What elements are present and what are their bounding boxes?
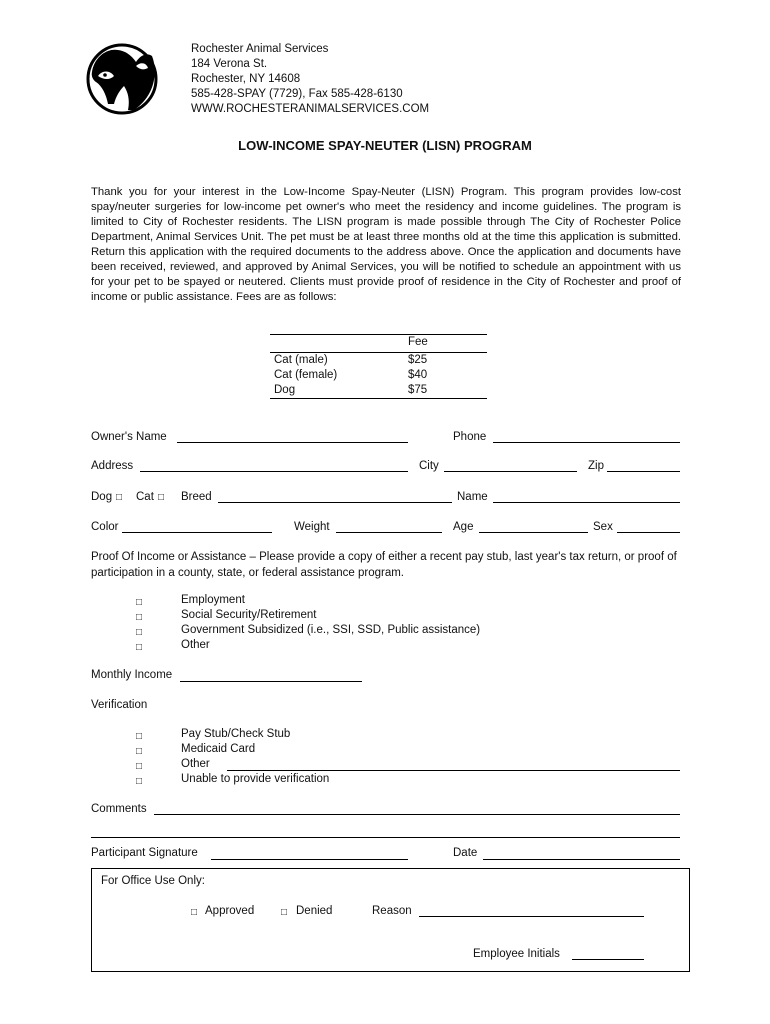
city-field[interactable] xyxy=(444,471,577,472)
denied-checkbox[interactable]: □ xyxy=(281,907,288,918)
breed-label: Breed xyxy=(181,491,212,503)
address-label: Address xyxy=(91,460,134,472)
address-line-1: 184 Verona St. xyxy=(191,58,268,70)
reason-label: Reason xyxy=(372,905,412,917)
social-security-label: Social Security/Retirement xyxy=(181,609,317,621)
verification-other-label: Other xyxy=(181,758,210,770)
signature-field[interactable] xyxy=(211,859,408,860)
fee-animal: Cat (female) xyxy=(274,369,338,381)
government-subsidized-checkbox[interactable]: □ xyxy=(136,627,143,638)
pet-name-field[interactable] xyxy=(493,502,680,503)
cat-label: Cat xyxy=(136,491,154,503)
fee-table xyxy=(270,334,487,399)
comments-label: Comments xyxy=(91,803,147,815)
unable-to-verify-label: Unable to provide verification xyxy=(181,773,330,785)
pay-stub-checkbox[interactable]: □ xyxy=(136,731,143,742)
employee-initials-label: Employee Initials xyxy=(473,948,560,960)
address-field[interactable] xyxy=(140,471,408,472)
breed-field[interactable] xyxy=(218,502,452,503)
date-label: Date xyxy=(453,847,478,859)
government-subsidized-label: Government Subsidized (i.e., SSI, SSD, Public assistance) xyxy=(181,624,481,636)
monthly-income-field[interactable] xyxy=(180,681,362,682)
approved-checkbox[interactable]: □ xyxy=(191,907,198,918)
employee-initials-field[interactable] xyxy=(572,959,644,960)
pay-stub-label: Pay Stub/Check Stub xyxy=(181,728,291,740)
medicaid-card-checkbox[interactable]: □ xyxy=(136,746,143,757)
reason-field[interactable] xyxy=(419,916,644,917)
age-label: Age xyxy=(453,521,474,533)
phone-field[interactable] xyxy=(493,442,680,443)
fee-animal: Cat (male) xyxy=(274,354,328,366)
fee-table-header xyxy=(270,335,487,353)
weight-label: Weight xyxy=(294,521,330,533)
zip-field[interactable] xyxy=(607,471,680,472)
pet-name-label: Name xyxy=(457,491,488,503)
proof-of-income-text: Proof Of Income or Assistance – Please provide a copy of either a recent pay stub, last year's tax return, or proof of participation in a county, state, or federal assistance program. xyxy=(91,551,677,579)
city-label: City xyxy=(419,460,439,472)
website: WWW.ROCHESTERANIMALSERVICES.COM xyxy=(191,103,430,115)
comments-field-line-2[interactable] xyxy=(91,837,680,838)
rochester-animal-services-logo xyxy=(84,40,160,118)
approved-label: Approved xyxy=(205,905,255,917)
fee-amount: $75 xyxy=(408,384,428,396)
color-label: Color xyxy=(91,521,119,533)
fee-row xyxy=(270,383,487,398)
zip-label: Zip xyxy=(588,460,604,472)
fee-row xyxy=(270,353,487,368)
employment-label: Employment xyxy=(181,594,245,606)
proof-other-checkbox[interactable]: □ xyxy=(136,642,143,653)
fee-amount: $25 xyxy=(408,354,428,366)
fee-table-bottom-rule xyxy=(270,398,487,399)
address-line-2: Rochester, NY 14608 xyxy=(191,73,301,85)
employment-checkbox[interactable]: □ xyxy=(136,597,143,608)
medicaid-card-label: Medicaid Card xyxy=(181,743,256,755)
phone-label: Phone xyxy=(453,431,487,443)
date-field[interactable] xyxy=(483,859,680,860)
phone-fax: 585-428-SPAY (7729), Fax 585-428-6130 xyxy=(191,88,403,100)
dog-label: Dog xyxy=(91,491,113,503)
verification-other-field[interactable] xyxy=(227,770,680,771)
denied-label: Denied xyxy=(296,905,333,917)
color-field[interactable] xyxy=(122,532,272,533)
organization-header xyxy=(191,42,429,117)
sex-field[interactable] xyxy=(617,532,680,533)
verification-label: Verification xyxy=(91,699,148,711)
fee-animal: Dog xyxy=(274,384,296,396)
comments-field[interactable] xyxy=(154,814,680,815)
weight-field[interactable] xyxy=(336,532,442,533)
dog-checkbox[interactable]: □ xyxy=(116,492,123,503)
fee-row xyxy=(270,368,487,383)
fee-amount: $40 xyxy=(408,369,428,381)
proof-other-label: Other xyxy=(181,639,210,651)
office-use-title: For Office Use Only: xyxy=(101,875,205,887)
signature-label: Participant Signature xyxy=(91,847,198,859)
owner-name-label: Owner's Name xyxy=(91,431,167,443)
sex-label: Sex xyxy=(593,521,613,533)
fee-header: Fee xyxy=(408,336,428,348)
social-security-checkbox[interactable]: □ xyxy=(136,612,143,623)
intro-paragraph: Thank you for your interest in the Low-Income Spay-Neuter (LISN) Program. This program provides low-cost spay/neuter surgeries for low-income pet owner's who meet the residency and income guidelines. The program is limited to City of Rochester residents. The LISN program is made possible through The City of Rochester Police Department, Animal Services Unit. The pet must be at least three months old at the time this application is submitted. Return this application with the required documents to the address above. Once the application and documents have been received, reviewed, and approved by Animal Services, you will be notified to schedule an appointment with us for your pet to be spayed or neutered. Clients must provide proof of residence in the City of Rochester and proof of income or public assistance. Fees are as follows: xyxy=(91,186,681,303)
monthly-income-label: Monthly Income xyxy=(91,669,173,681)
verification-other-checkbox[interactable]: □ xyxy=(136,761,143,772)
owner-name-field[interactable] xyxy=(177,442,408,443)
unable-to-verify-checkbox[interactable]: □ xyxy=(136,776,143,787)
org-name: Rochester Animal Services xyxy=(191,43,329,55)
age-field[interactable] xyxy=(479,532,588,533)
page-title: LOW-INCOME SPAY-NEUTER (LISN) PROGRAM xyxy=(238,138,532,153)
cat-checkbox[interactable]: □ xyxy=(158,492,165,503)
